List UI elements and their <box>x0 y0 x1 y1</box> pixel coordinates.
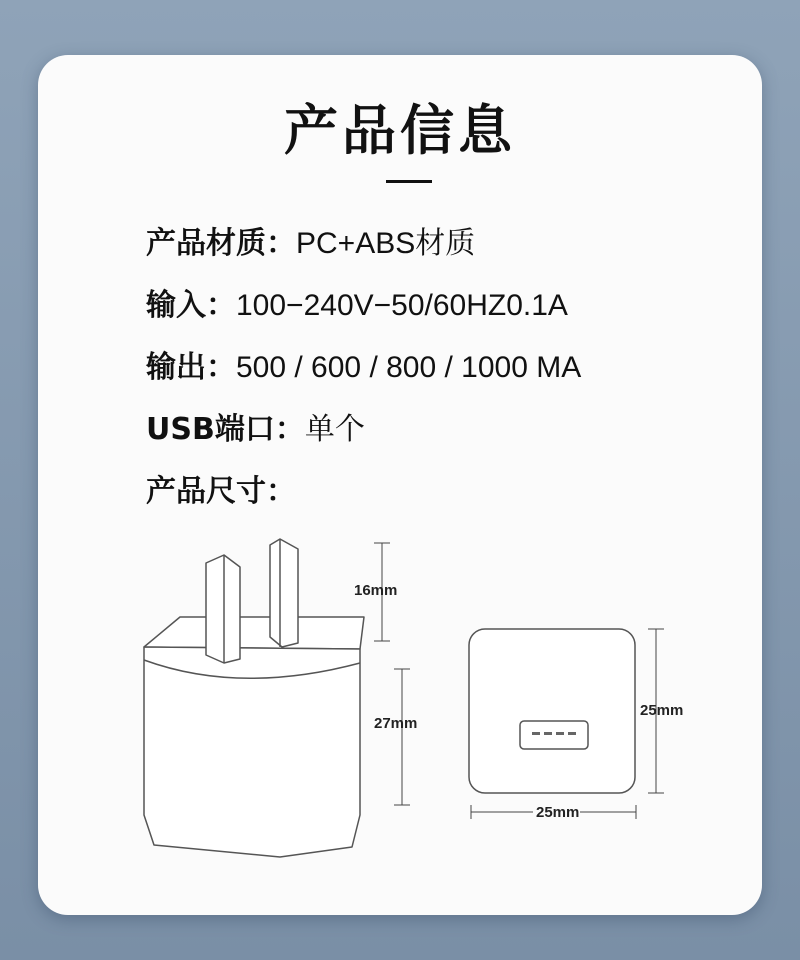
spec-input-value: 100−240V−50/60HZ0.1A <box>236 289 568 322</box>
spec-material <box>146 218 475 262</box>
spec-usb-value: 单个 <box>304 413 365 446</box>
spec-input <box>146 280 568 324</box>
body-height-label: 27mm <box>374 715 418 732</box>
spec-output-value: 500 / 600 / 800 / 1000 MA <box>236 351 582 384</box>
spec-size <box>146 466 296 510</box>
spec-output-label: 输出： <box>146 350 236 385</box>
charger-top-face <box>144 617 364 649</box>
page-title: 产品信息 <box>284 99 516 162</box>
spec-usb-port <box>146 404 365 448</box>
face-width-label: 25mm <box>536 804 580 821</box>
spec-material-value: PC+ABS材质 <box>296 227 476 260</box>
charger-front-view <box>469 629 635 793</box>
plug-prong-left <box>206 555 240 663</box>
product-dimension-diagram <box>120 525 700 885</box>
face-height-label: 25mm <box>640 702 684 719</box>
plug-prong-right <box>270 539 298 647</box>
charger-side-view <box>144 539 364 857</box>
spec-input-label: 输入： <box>146 288 236 323</box>
prong-length-label: 16mm <box>354 582 398 599</box>
spec-output <box>146 342 581 386</box>
usb-port <box>520 721 588 749</box>
spec-size-label: 产品尺寸： <box>146 474 296 509</box>
charger-front-face <box>469 629 635 793</box>
spec-usb-label: USB端口： <box>146 412 305 447</box>
spec-material-label: 产品材质： <box>146 226 296 261</box>
title-divider <box>386 180 432 183</box>
